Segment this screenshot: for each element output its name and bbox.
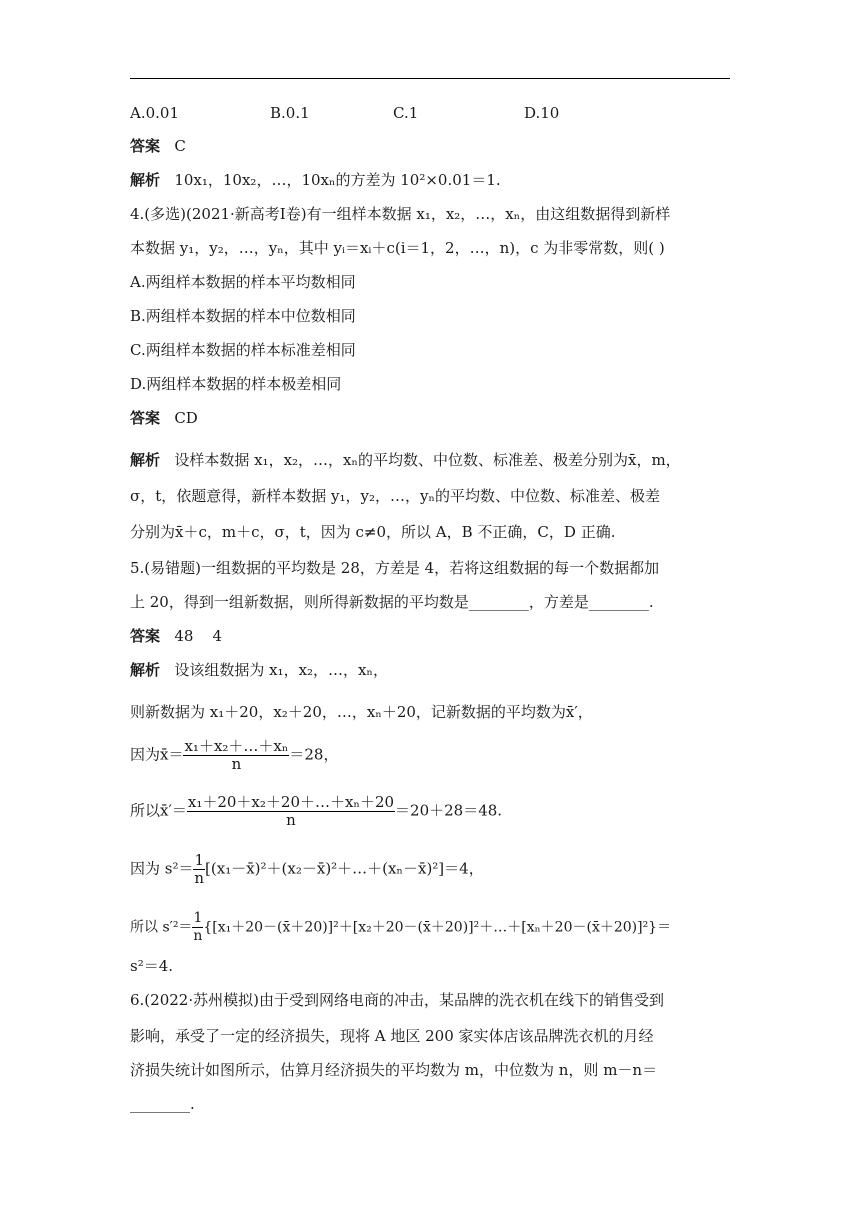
q4-stem-line2: 本数据 y₁，y₂，…，yₙ，其中 yᵢ＝xᵢ＋c(i＝1，2，…，n)，c 为非零常数，则( ) xyxy=(130,239,665,257)
q6-stem-line4: ________. xyxy=(130,1095,195,1113)
fraction xyxy=(192,910,203,945)
fraction xyxy=(183,738,289,773)
equation-prefix: 因为 s²＝ xyxy=(130,859,194,878)
q4-answer xyxy=(130,408,198,428)
q5-analysis-result: s²＝4. xyxy=(130,957,174,975)
q5-stem-line1: 5.(易错题)一组数据的平均数是 28，方差是 4，若将这组数据的每一个数据都加 xyxy=(130,559,660,577)
analysis-label: 解析 xyxy=(130,661,161,679)
q4-option-c: C.两组样本数据的样本标准差相同 xyxy=(130,341,356,359)
equation-prefix: 所以 s′²＝ xyxy=(130,919,193,936)
q5-analysis-line1 xyxy=(130,660,388,680)
q4-analysis-line3: 分别为x̄＋c，m＋c，σ，t，因为 c≠0，所以 A，B 不正确，C，D 正确. xyxy=(130,523,616,541)
fraction-numerator: 1 xyxy=(193,910,203,926)
q4-option-d: D.两组样本数据的样本极差相同 xyxy=(130,375,342,393)
fraction xyxy=(193,852,205,887)
q5-answer xyxy=(130,626,222,646)
fraction-numerator: x₁＋x₂＋…＋xₙ xyxy=(184,737,289,755)
q5-stem-line2: 上 20，得到一组新数据，则所得新数据的平均数是________，方差是________. xyxy=(130,593,654,611)
q3-option-a: A.0.01 xyxy=(130,104,179,122)
equation-prefix: 所以x̄′＝ xyxy=(130,801,187,820)
q4-option-a: A.两组样本数据的样本平均数相同 xyxy=(130,273,356,291)
q3-option-d: D.10 xyxy=(524,104,560,122)
analysis-text: 设该组数据为 x₁，x₂，…，xₙ， xyxy=(174,661,388,679)
fraction xyxy=(187,794,395,829)
fraction-denominator: n xyxy=(193,928,203,944)
answer-label: 答案 xyxy=(130,409,161,427)
q5-analysis-line2: 则新数据为 x₁＋20，x₂＋20，…，xₙ＋20，记新数据的平均数为x̄′， xyxy=(130,703,593,721)
q5-new-variance-equation xyxy=(130,910,671,945)
answer-value: CD xyxy=(174,409,198,427)
answer-label: 答案 xyxy=(130,627,161,645)
analysis-label: 解析 xyxy=(130,171,161,189)
header-rule xyxy=(130,78,730,79)
q5-new-mean-equation xyxy=(130,794,502,829)
answer-value: C xyxy=(174,137,186,155)
equation-suffix: {[x₁＋20－(x̄＋20)]²＋[x₂＋20－(x̄＋20)]²＋…＋[xₙ＋20－(x̄＋20)]²}＝ xyxy=(203,919,672,936)
q6-stem-line1: 6.(2022·苏州模拟)由于受到网络电商的冲击，某品牌的洗衣机在线下的销售受到 xyxy=(130,991,664,1009)
analysis-text: 设样本数据 x₁，x₂，…，xₙ的平均数、中位数、标准差、极差分别为x̄，m， xyxy=(174,451,681,469)
q4-option-b: B.两组样本数据的样本中位数相同 xyxy=(130,307,356,325)
answer-label: 答案 xyxy=(130,137,161,155)
q4-analysis-line1 xyxy=(130,450,681,470)
q5-mean-equation xyxy=(130,738,338,773)
q6-stem-line3: 济损失统计如图所示，估算月经济损失的平均数为 m，中位数为 n，则 m－n＝ xyxy=(130,1061,658,1079)
fraction-denominator: n xyxy=(231,755,242,773)
q5-variance-equation xyxy=(130,852,484,887)
analysis-label: 解析 xyxy=(130,451,161,469)
fraction-numerator: x₁＋20＋x₂＋20＋…＋xₙ＋20 xyxy=(187,793,395,811)
q6-stem-line2: 影响，承受了一定的经济损失，现将 A 地区 200 家实体店该品牌洗衣机的月经 xyxy=(130,1027,654,1045)
q3-analysis xyxy=(130,170,501,190)
answer-value: 48 4 xyxy=(174,627,223,645)
equation-suffix: [(x₁－x̄)²＋(x₂－x̄)²＋…＋(xₙ－x̄)²]＝4， xyxy=(205,859,484,878)
fraction-denominator: n xyxy=(286,811,296,829)
equation-prefix: 因为x̄＝ xyxy=(130,745,184,764)
fraction-denominator: n xyxy=(194,869,205,887)
equation-suffix: ＝28， xyxy=(289,745,339,764)
q4-analysis-line2: σ，t，依题意得，新样本数据 y₁，y₂，…，yₙ的平均数、中位数、标准差、极差 xyxy=(130,487,660,505)
q3-answer xyxy=(130,136,186,156)
q4-stem-line1: 4.(多选)(2021·新高考Ⅰ卷)有一组样本数据 x₁，x₂，…，xₙ，由这组数据得到新样 xyxy=(130,205,671,223)
analysis-text: 10x₁，10x₂，…，10xₙ的方差为 10²×0.01＝1. xyxy=(174,171,501,189)
q3-option-b: B.0.1 xyxy=(270,104,310,122)
equation-suffix: ＝20＋28＝48. xyxy=(395,801,503,820)
fraction-numerator: 1 xyxy=(194,851,205,869)
q3-option-c: C.1 xyxy=(393,104,419,122)
